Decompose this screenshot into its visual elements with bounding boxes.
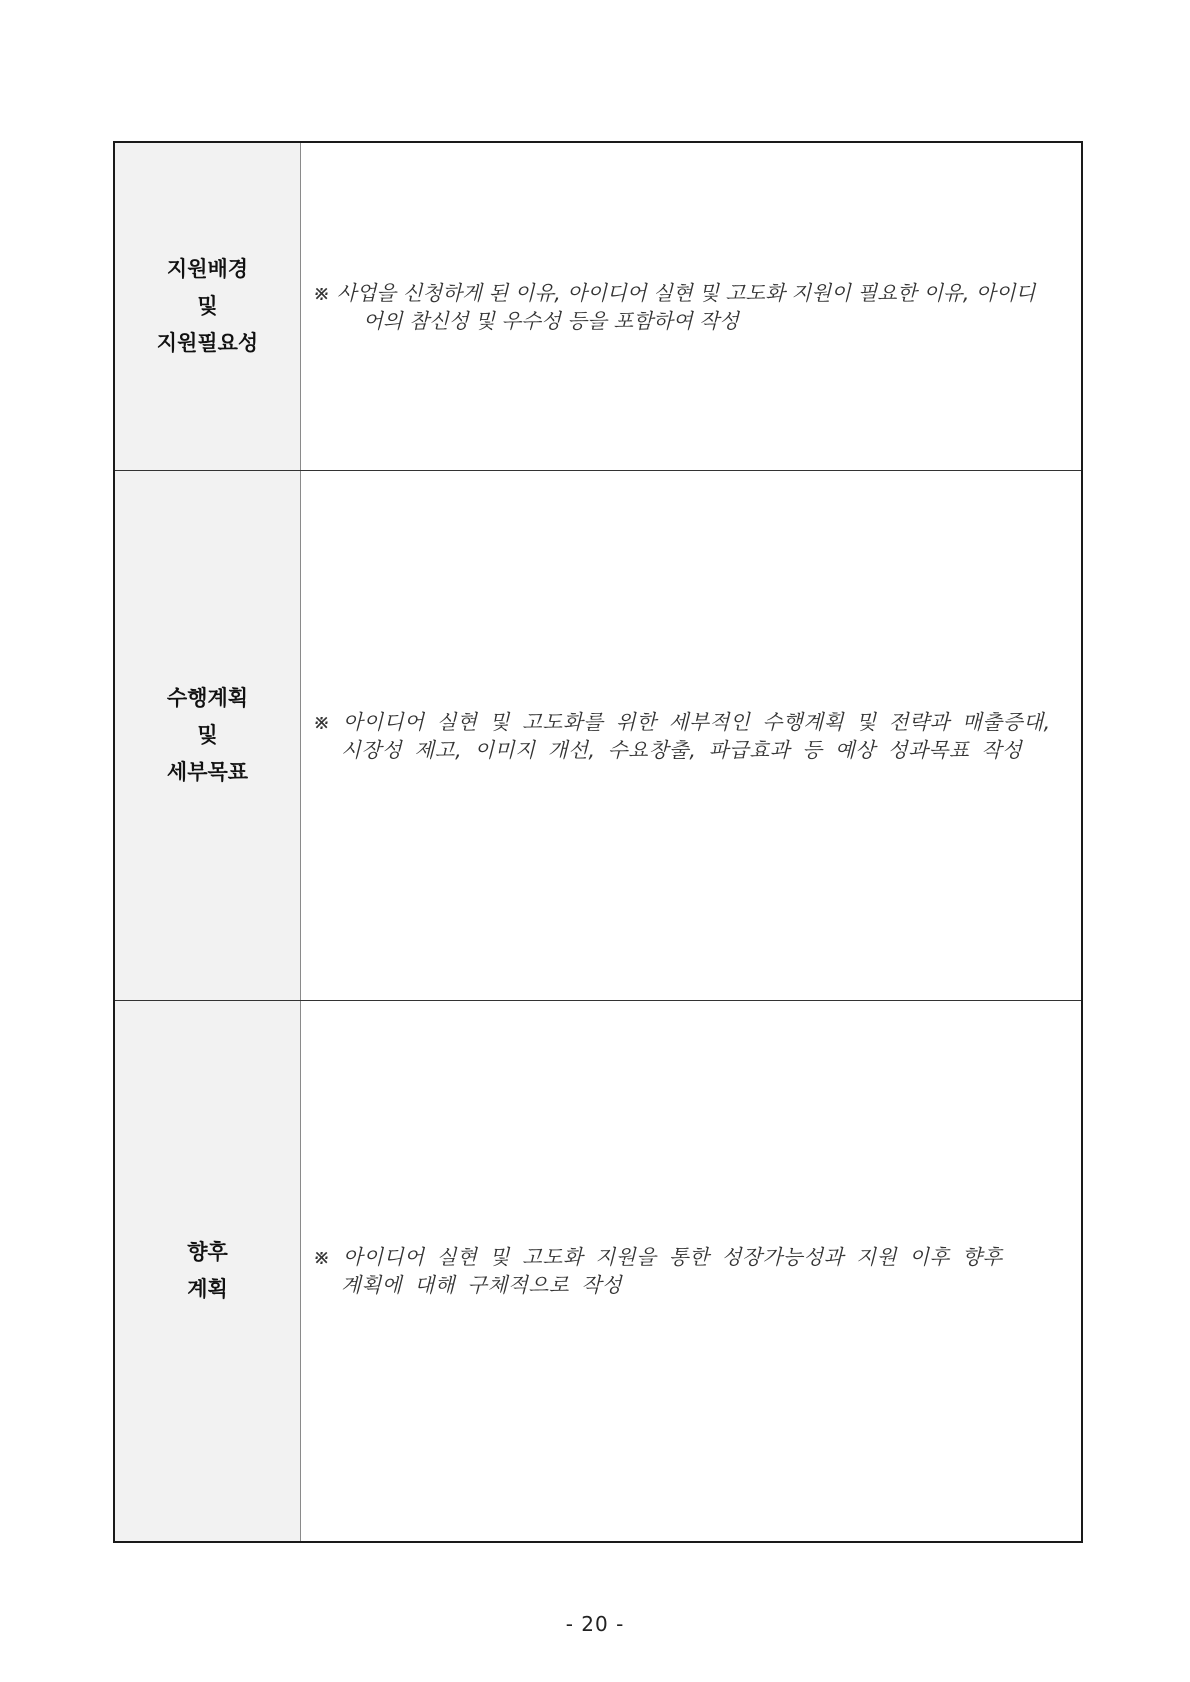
section-label-line: 수행계획 [166,686,249,710]
section-label-line: 세부목표 [166,760,249,784]
section-guide-text [313,279,1035,335]
page-number: - 20 - [565,1612,625,1636]
section-label-line: 및 [197,723,218,747]
section-label-cell [115,1001,301,1541]
section-label-line: 지원배경 [166,257,249,281]
section-row-future [115,1000,1081,1541]
section-guide-text [313,708,1051,764]
section-label-line: 및 [197,294,218,318]
section-row-plan [115,470,1081,1000]
section-label-line: 향후 [187,1240,228,1264]
section-label [187,1234,228,1308]
guide-line: 어의 참신성 및 우수성 등을 포함하여 작성 [363,308,739,333]
section-label-line: 지원필요성 [156,331,259,355]
section-content-field[interactable] [301,143,1081,470]
section-label [157,251,258,362]
guide-line: ※ 아이디어 실현 및 고도화 지원을 통한 성장가능성과 지원 이후 향후 [313,1245,1003,1269]
section-label-line: 계획 [187,1277,228,1301]
section-label-cell [115,143,301,470]
section-row-background [115,143,1081,470]
section-content-field[interactable] [301,1001,1081,1541]
guide-line: 계획에 대해 구체적으로 작성 [341,1273,623,1297]
section-content-field[interactable] [301,471,1081,1000]
section-guide-text [313,1243,1003,1299]
section-label [167,680,248,791]
guide-line: ※ 사업을 신청하게 된 이유, 아이디어 실현 및 고도화 지원이 필요한 이유, 아이디 [313,280,1036,305]
section-label-cell [115,471,301,1000]
application-form-table [113,141,1083,1543]
guide-line: 시장성 제고, 이미지 개선, 수요창출, 파급효과 등 예상 성과목표 작성 [341,737,1023,762]
guide-line: ※ 아이디어 실현 및 고도화를 위한 세부적인 수행계획 및 전략과 매출증대, [313,709,1051,734]
